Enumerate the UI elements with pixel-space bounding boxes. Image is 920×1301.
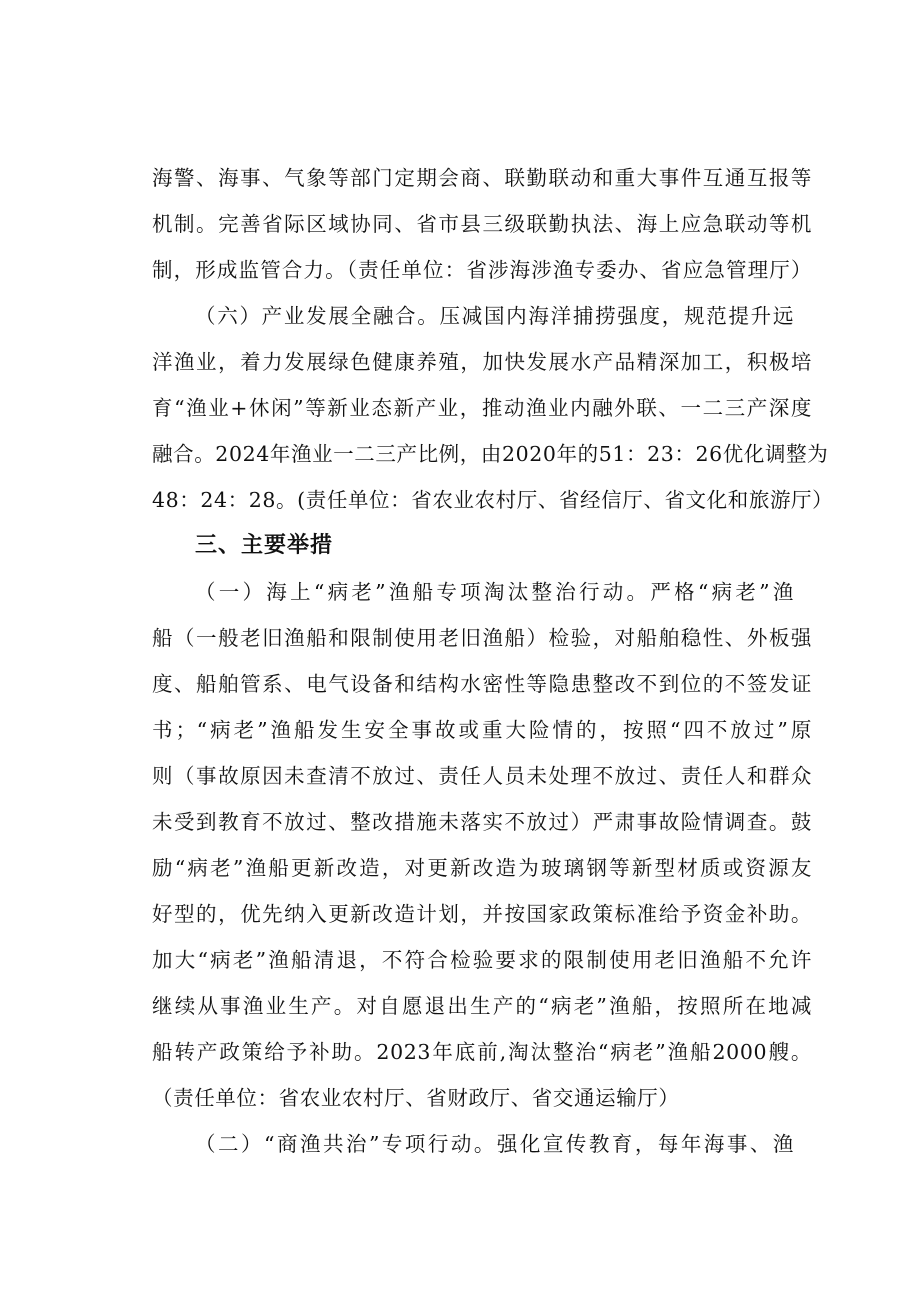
paragraph-line: 船转产政策给予补助。2023年底前,淘汰整治“病老”渔船2000艘。 [152, 1040, 812, 1064]
paragraph-line-last: （责任单位：省农业农村厅、省财政厅、省交通运输厅） [152, 1086, 680, 1110]
paragraph-line: 制，形成监管合力。（责任单位：省涉海涉渔专委办、省应急管理厅） [152, 258, 812, 282]
paragraph-line: 则（事故原因未查清不放过、责任人员未处理不放过、责任人和群众 [152, 764, 812, 788]
paragraph-line: 48：24：28。(责任单位：省农业农村厅、省经信厅、省文化和旅游厅） [152, 488, 834, 512]
paragraph-line-indent: （一）海上“病老”渔船专项淘汰整治行动。严格“病老”渔 [195, 580, 794, 604]
section-heading: 三、主要举措 [195, 533, 334, 558]
paragraph-line: 育“渔业+休闲”等新业态新产业，推动渔业内融外联、一二三产深度 [152, 396, 812, 420]
paragraph-line: 励“病老”渔船更新改造，对更新改造为玻璃钢等新型材质或资源友 [152, 856, 812, 880]
paragraph-line: 加大“病老”渔船清退，不符合检验要求的限制使用老旧渔船不允许 [152, 948, 812, 972]
paragraph-line: 度、船舶管系、电气设备和结构水密性等隐患整改不到位的不签发证 [152, 672, 812, 696]
paragraph-line: 船（一般老旧渔船和限制使用老旧渔船）检验，对船舶稳性、外板强 [152, 626, 812, 650]
paragraph-line-indent: （二）“商渔共治”专项行动。强化宣传教育，每年海事、渔 [195, 1132, 794, 1156]
paragraph-line: 继续从事渔业生产。对自愿退出生产的“病老”渔船，按照所在地减 [152, 994, 812, 1018]
paragraph-line: 未受到教育不放过、整改措施未落实不放过）严肃事故险情调查。鼓 [152, 810, 812, 834]
paragraph-line: 好型的，优先纳入更新改造计划，并按国家政策标准给予资金补助。 [152, 902, 812, 926]
paragraph-line: 机制。完善省际区域协同、省市县三级联勤执法、海上应急联动等机 [152, 212, 812, 236]
paragraph-line: 海警、海事、气象等部门定期会商、联勤联动和重大事件互通互报等 [152, 166, 812, 190]
paragraph-line: 融合。2024年渔业一二三产比例，由2020年的51：23：26优化调整为 [152, 442, 829, 466]
paragraph-line: 洋渔业，着力发展绿色健康养殖，加快发展水产品精深加工，积极培 [152, 350, 812, 374]
paragraph-line-indent: （六）产业发展全融合。压减国内海洋捕捞强度，规范提升远 [195, 304, 794, 328]
paragraph-line: 书；“病老”渔船发生安全事故或重大险情的，按照“四不放过”原 [152, 718, 812, 742]
